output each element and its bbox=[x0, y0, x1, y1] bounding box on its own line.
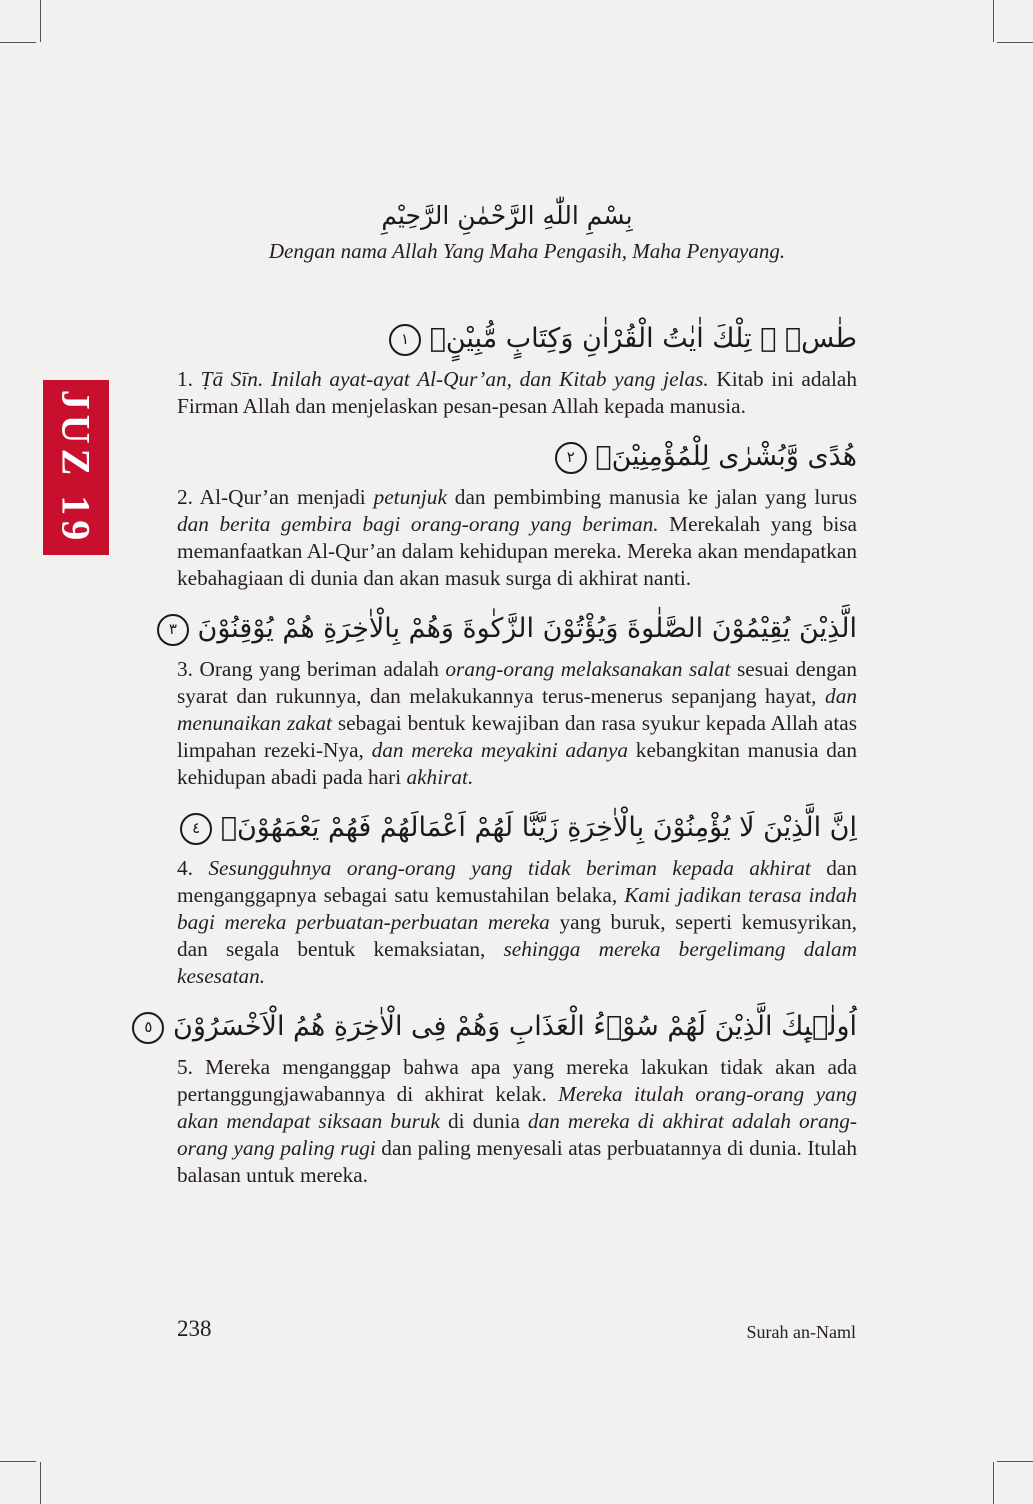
page-content bbox=[144, 196, 858, 1203]
verse bbox=[177, 316, 857, 420]
crop-mark bbox=[40, 0, 41, 42]
juz-side-tab bbox=[43, 380, 109, 555]
page-number: 238 bbox=[177, 1316, 212, 1341]
verse-arabic bbox=[177, 316, 857, 362]
ayah-number-mark: ٢ bbox=[555, 442, 587, 474]
juz-label: JUZ 19 bbox=[53, 389, 99, 546]
verse bbox=[168, 606, 858, 791]
verse-arabic bbox=[177, 805, 857, 851]
verse-translation: 5. Mereka menganggap bahwa apa yang mereka lakukan tidak akan ada pertanggungjawabannya di akhirat kelak. Mereka itulah orang-orang yang akan mendapat siksaan buruk di dunia dan mereka di akhirat adalah orang-orang yang paling rugi dan paling menyesali atas perbuatannya di dunia. Itulah balasan untuk mereka. bbox=[177, 1055, 857, 1187]
verse bbox=[177, 805, 857, 990]
verse-arabic bbox=[144, 1004, 857, 1050]
arabic-text: هُدًى وَّبُشْرٰى لِلْمُؤْمِنِيْنَۙ bbox=[595, 441, 857, 472]
basmala-arabic: بِسْمِ اللّٰهِ الرَّحْمٰنِ الرَّحِيْمِ bbox=[381, 201, 633, 230]
basmala-translation: Dengan nama Allah Yang Maha Pengasih, Maha Penyayang. bbox=[268, 239, 786, 263]
verse bbox=[144, 1004, 857, 1189]
crop-mark bbox=[0, 42, 36, 43]
verse-translation: 4. Sesungguhnya orang-orang yang tidak beriman kepada akhirat dan menganggapnya sebagai satu kemustahilan belaka, Kami jadikan terasa indah bagi mereka perbuatan-perbuatan mereka yang buruk, seperti kemusyrikan, dan segala bentuk kemaksiatan, sehingga mereka bergelimang dalam kesesatan. bbox=[177, 856, 858, 988]
crop-mark bbox=[993, 1462, 994, 1504]
verse-arabic bbox=[177, 434, 857, 480]
arabic-text: الَّذِيْنَ يُقِيْمُوْنَ الصَّلٰوةَ وَيُؤْتُوْنَ الزَّكٰوةَ وَهُمْ بِالْاٰخِرَةِ هُمْ يُوْقِنُوْنَ bbox=[197, 613, 857, 644]
arabic-text: اِنَّ الَّذِيْنَ لَا يُؤْمِنُوْنَ بِالْاٰخِرَةِ زَيَّنَّا لَهُمْ اَعْمَالَهُمْ فَهُمْ يَعْمَهُوْنَۗ bbox=[220, 812, 857, 843]
ayah-number-mark: ٥ bbox=[132, 1012, 164, 1044]
crop-mark bbox=[0, 1461, 36, 1462]
verse bbox=[177, 434, 857, 592]
arabic-text: طٰسۤ ۗ تِلْكَ اٰيٰتُ الْقُرْاٰنِ وَكِتَابٍ مُّبِيْنٍۙ bbox=[429, 323, 857, 354]
verse-translation: 2. Al-Qur’an menjadi petunjuk dan pembimbing manusia ke jalan yang lurus dan berita gembira bagi orang-orang yang beriman. Merekalah yang bisa memanfaatkan Al-Qur’an dalam kehidupan mereka. Mereka akan mendapatkan kebahagiaan di dunia dan akan masuk surga di akhirat nanti. bbox=[177, 485, 858, 590]
crop-mark bbox=[997, 1461, 1033, 1462]
verse-arabic bbox=[168, 606, 857, 652]
ayah-number-mark: ١ bbox=[389, 324, 421, 356]
ayah-number-mark: ٤ bbox=[180, 813, 212, 845]
arabic-text: اُولٰۤىِٕكَ الَّذِيْنَ لَهُمْ سُوْۤءُ الْعَذَابِ وَهُمْ فِى الْاٰخِرَةِ هُمُ الْاَخْسَرُوْنَ bbox=[173, 1011, 857, 1042]
verse-translation: 1. Ṭā Sīn. Inilah ayat-ayat Al-Qur’an, dan Kitab yang jelas. Kitab ini adalah Firman Allah dan menjelaskan pesan-pesan Allah kepada manusia. bbox=[177, 367, 857, 418]
ayah-number-mark: ٣ bbox=[157, 614, 189, 646]
running-footer-surah: Surah an-Naml bbox=[746, 1322, 856, 1342]
verse-translation: 3. Orang yang beriman adalah orang-orang melaksanakan salat sesuai dengan syarat dan rukunnya, dan melakukannya terus-menerus sepanjang hayat, dan menunaikan zakat sebagai bentuk kewajiban dan rasa syukur kepada Allah atas limpahan rezeki-Nya, dan mereka meyakini adanya kebangkitan manusia dan kehidupan abadi pada hari akhirat. bbox=[177, 657, 858, 789]
crop-mark bbox=[993, 0, 994, 42]
crop-mark bbox=[997, 42, 1033, 43]
crop-mark bbox=[40, 1462, 41, 1504]
